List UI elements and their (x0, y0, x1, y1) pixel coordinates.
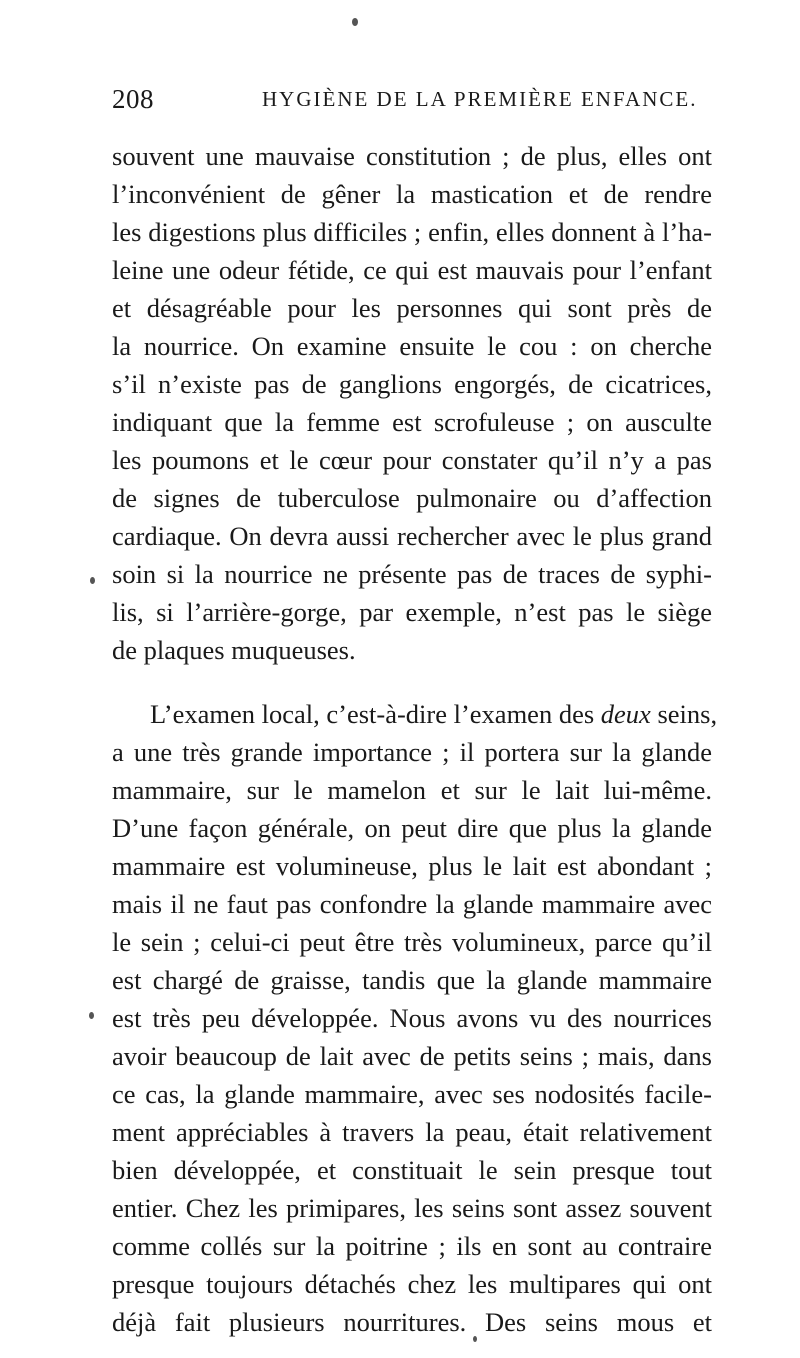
text-line: indiquant que la femme est scrofuleuse ; on ausculte (112, 407, 712, 437)
text-line: les poumons et le cœur pour constater qu’il n’y a pas (112, 445, 712, 475)
text-line: souvent une mauvaise constitution ; de plus, elles ont (112, 141, 712, 171)
text-line: de plaques muqueuses. (112, 635, 356, 665)
text-line: ce cas, la glande mammaire, avec ses nodosités facile- (112, 1079, 712, 1109)
text-line: l’inconvénient de gêner la mastication et de rendre (112, 179, 712, 209)
ink-spot-left-upper (90, 577, 95, 584)
text-line: et désagréable pour les personnes qui sont près de (112, 293, 712, 323)
text-line: leine une odeur fétide, ce qui est mauvais pour l’enfant (112, 255, 712, 285)
text-line: cardiaque. On devra aussi rechercher avec le plus grand (112, 521, 712, 551)
text-line: est chargé de graisse, tandis que la glande mammaire (112, 965, 712, 995)
text-line: D’une façon générale, on peut dire que plus la glande (112, 813, 712, 843)
text-line: lis, si l’arrière-gorge, par exemple, n’est pas le siège (112, 597, 712, 627)
text-line-first (150, 697, 718, 731)
text-line: ment appréciables à travers la peau, était relativement (112, 1117, 712, 1147)
running-title: HYGIÈNE DE LA PREMIÈRE ENFANCE. (262, 87, 698, 111)
text-line: mais il ne faut pas confondre la glande mammaire avec (112, 889, 712, 919)
text-line: mammaire, sur le mamelon et sur le lait lui-même. (112, 775, 712, 805)
text-line: s’il n’existe pas de ganglions engorgés, de cicatrices, (112, 369, 712, 399)
ink-spot-top (352, 18, 358, 26)
page-number: 208 (112, 84, 154, 114)
text-line: a une très grande importance ; il portera sur la glande (112, 737, 712, 767)
text-line: les digestions plus difficiles ; enfin, elles donnent à l’ha- (112, 217, 712, 247)
text-line: de signes de tuberculose pulmonaire ou d’affection (112, 483, 712, 513)
text-line: le sein ; celui-ci peut être très volumineux, parce qu’il (112, 927, 712, 957)
text-line: la nourrice. On examine ensuite le cou : on cherche (112, 331, 712, 361)
text-line: comme collés sur la poitrine ; ils en sont au contraire (112, 1231, 712, 1261)
page-header (112, 84, 712, 124)
text-line: mammaire est volumineuse, plus le lait est abondant ; (112, 851, 712, 881)
text-line: est très peu développée. Nous avons vu des nourrices (112, 1003, 712, 1033)
ink-spot-left-lower (89, 1012, 94, 1019)
text-line: presque toujours détachés chez les multipares qui ont (112, 1269, 712, 1299)
italic-emphasis: deux (600, 699, 651, 729)
text-line: avoir beaucoup de lait avec de petits seins ; mais, dans (112, 1041, 712, 1071)
text-line: entier. Chez les primipares, les seins sont assez souvent (112, 1193, 712, 1223)
text-run: L’examen local, c’est-à-dire l’examen des (150, 699, 601, 729)
text-line: soin si la nourrice ne présente pas de traces de syphi- (112, 559, 712, 589)
text-run: seins, (650, 699, 718, 729)
text-line: déjà fait plusieurs nourritures. Des seins mous et (112, 1307, 712, 1337)
text-line: bien développée, et constituait le sein presque tout (112, 1155, 712, 1185)
